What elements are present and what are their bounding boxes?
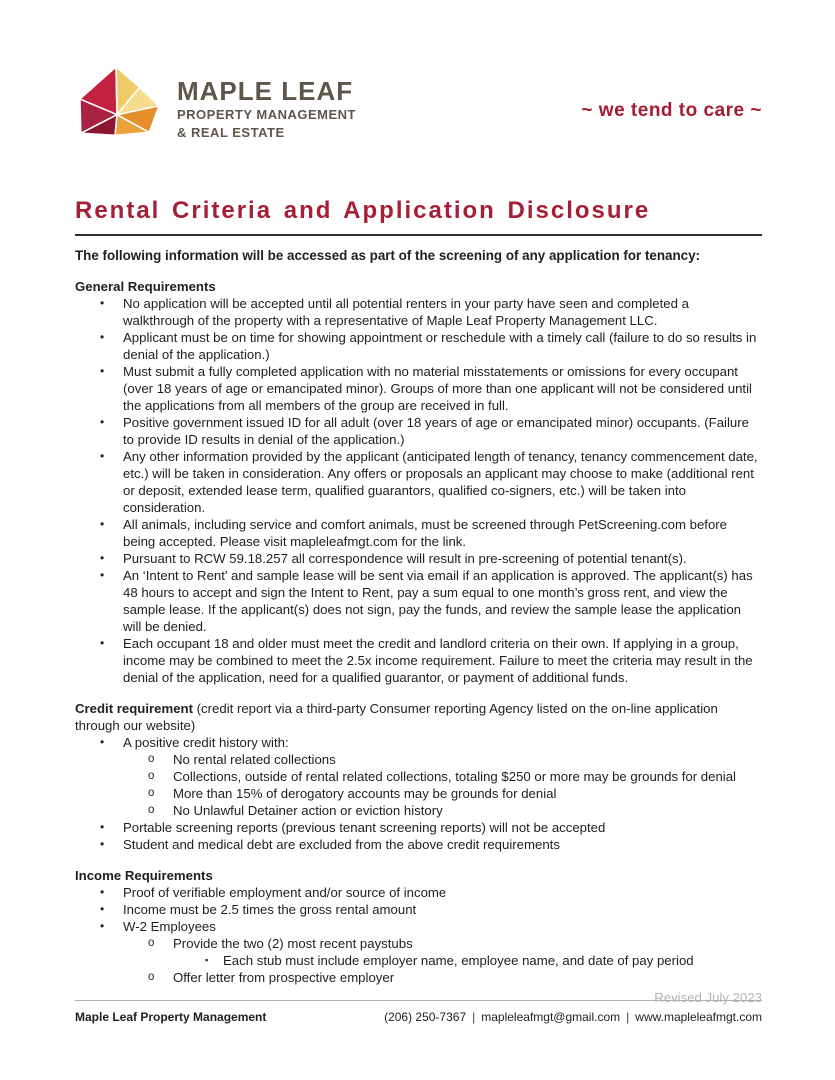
header: [75, 62, 762, 142]
bullet-item: [75, 329, 762, 363]
bullet-marker: •: [100, 820, 105, 834]
bullet-text: Positive government issued ID for all adult (over 18 years of age or emancipated minor) occupants. (Failure to provide ID results in denial of the application.): [123, 415, 749, 447]
bullet-text: Provide the two (2) most recent paystubs: [173, 936, 413, 951]
bullet-marker: o: [148, 937, 155, 949]
bullet-text: An ‘Intent to Rent’ and sample lease will be sent via email if an application is approved. The applicant(s) has 48 hours to accept and sign the Intent to Rent, pay a sum equal to one month’s gross rent, and view the sample lease. If the applicant(s) does not sign, pay the funds, and review the sample lease the application will be denied.: [123, 568, 753, 634]
bullet-item: [75, 768, 762, 785]
section-heading-bold: Credit requirement: [75, 701, 193, 716]
bullet-text: Any other information provided by the applicant (anticipated length of tenancy, tenancy commencement date, etc.) will be taken in consideration. Any offers or proposals an applicant may choose to make (additional rent or deposit, extended lease term, qualified guarantors, qualified co-signers, etc.) will be taken into consideration.: [123, 449, 758, 515]
bullet-marker: o: [148, 770, 155, 782]
bullet-text: All animals, including service and comfort animals, must be screened through PetScreening.com before being accepted. Please visit mapleleafmgt.com for the link.: [123, 517, 727, 549]
bullet-text: Student and medical debt are excluded from the above credit requirements: [123, 837, 560, 852]
bullet-text: Proof of verifiable employment and/or source of income: [123, 885, 447, 900]
bullet-marker: •: [100, 449, 105, 463]
bullet-marker: o: [148, 971, 155, 983]
bullet-marker: •: [100, 517, 105, 531]
bullet-item: [75, 635, 762, 686]
footer-separator: |: [626, 1010, 630, 1024]
footer-phone: (206) 250-7367: [384, 1010, 467, 1024]
bullet-item: [75, 751, 762, 768]
bullet-text: Offer letter from prospective employer: [173, 970, 395, 985]
logo-subtitle-line1: PROPERTY MANAGEMENT: [177, 107, 356, 122]
title-divider: [75, 234, 762, 236]
page-title: Rental Criteria and Application Disclosure: [75, 197, 651, 224]
section: [75, 278, 762, 686]
bullet-marker: o: [148, 753, 155, 765]
bullet-item: [75, 901, 762, 918]
bullet-item: [75, 836, 762, 853]
section: [75, 700, 762, 853]
bullet-item: [75, 567, 762, 635]
section-heading: [75, 700, 762, 734]
bullet-marker: •: [100, 415, 105, 429]
section-heading-bold: General Requirements: [75, 279, 216, 294]
footer-contact-info: [384, 1010, 762, 1024]
bullet-item: [75, 785, 762, 802]
footer-separator: |: [472, 1010, 476, 1024]
logo-text: [177, 78, 356, 141]
bullet-marker: •: [100, 330, 105, 344]
bullet-marker: o: [148, 804, 155, 816]
page-footer: [75, 1000, 762, 1024]
bullet-text: No Unlawful Detainer action or eviction history: [173, 803, 443, 818]
bullet-item: [75, 969, 762, 986]
bullet-text: W-2 Employees: [123, 919, 216, 934]
bullet-marker: •: [100, 551, 105, 565]
footer-email: mapleleafmgt@gmail.com: [481, 1010, 621, 1024]
bullet-item: [75, 363, 762, 414]
bullet-marker: •: [100, 919, 105, 933]
section-heading-rest: (credit report via a third-party Consumer reporting Agency listed on the on-line application through our website): [75, 701, 718, 733]
footer-company-name: Maple Leaf Property Management: [75, 1010, 267, 1024]
bullet-text: Each stub must include employer name, employee name, and date of pay period: [223, 953, 694, 968]
bullet-marker: •: [100, 636, 105, 650]
bullet-marker: •: [100, 885, 105, 899]
bullet-text: Income must be 2.5 times the gross rental amount: [123, 902, 417, 917]
maple-leaf-house-icon: [75, 62, 163, 142]
section-heading: [75, 867, 762, 884]
bullet-marker: •: [100, 735, 105, 749]
sections: [75, 278, 762, 986]
bullet-item: [75, 884, 762, 901]
bullet-item: [75, 448, 762, 516]
bullet-text: Collections, outside of rental related collections, totaling $250 or more may be grounds for denial: [173, 769, 736, 784]
bullet-text: No rental related collections: [173, 752, 336, 767]
intro-statement: The following information will be accessed as part of the screening of any application for tenancy:: [75, 248, 701, 263]
bullet-text: Each occupant 18 and older must meet the credit and landlord criteria on their own. If applying in a group, income may be combined to meet the 2.5x income requirement. Failure to meet the criteria may result in the denial of the application, need for a qualified guarantor, or payment of additional funds.: [123, 636, 753, 685]
bullet-marker: •: [100, 837, 105, 851]
bullet-text: No application will be accepted until all potential renters in your party have seen and completed a walkthrough of the property with a representative of Maple Leaf Property Management LLC.: [123, 296, 689, 328]
bullet-text: Must submit a fully completed application with no material misstatements or omissions for every occupant (over 18 years of age or emancipated minor). Groups of more than one applicant will not be considered until the applications from all members of the group are received in full.: [123, 364, 752, 413]
bullet-text: More than 15% of derogatory accounts may be grounds for denial: [173, 786, 557, 801]
bullet-item: [75, 550, 762, 567]
bullet-marker: •: [100, 902, 105, 916]
bullet-item: [75, 414, 762, 448]
bullet-item: [75, 802, 762, 819]
section: [75, 867, 762, 986]
bullet-item: [75, 819, 762, 836]
bullet-text: A positive credit history with:: [123, 735, 289, 750]
bullet-item: [75, 516, 762, 550]
bullet-marker: •: [100, 568, 105, 582]
bullet-marker: o: [148, 787, 155, 799]
bullet-text: Applicant must be on time for showing appointment or reschedule with a timely call (failure to do so results in denial of the application.): [123, 330, 757, 362]
logo-company-name: MAPLE LEAF: [177, 76, 354, 106]
bullet-item: [75, 952, 762, 969]
bullet-marker: ▪: [205, 955, 209, 965]
bullet-item: [75, 734, 762, 751]
bullet-text: Pursuant to RCW 59.18.257 all correspondence will result in pre-screening of potential tenant(s).: [123, 551, 687, 566]
bullet-item: [75, 918, 762, 935]
revision-date: Revised July 2023: [654, 990, 762, 1005]
bullet-item: [75, 935, 762, 952]
bullet-item: [75, 295, 762, 329]
logo-subtitle-line2: & REAL ESTATE: [177, 125, 285, 141]
footer-website: www.mapleleafmgt.com: [635, 1010, 762, 1024]
company-logo: [75, 62, 356, 142]
bullet-text: Portable screening reports (previous tenant screening reports) will not be accepted: [123, 820, 606, 835]
bullet-marker: •: [100, 364, 105, 378]
company-tagline: ~ we tend to care ~: [581, 100, 762, 121]
section-heading: [75, 278, 762, 295]
bullet-marker: •: [100, 296, 105, 310]
section-heading-bold: Income Requirements: [75, 868, 213, 883]
